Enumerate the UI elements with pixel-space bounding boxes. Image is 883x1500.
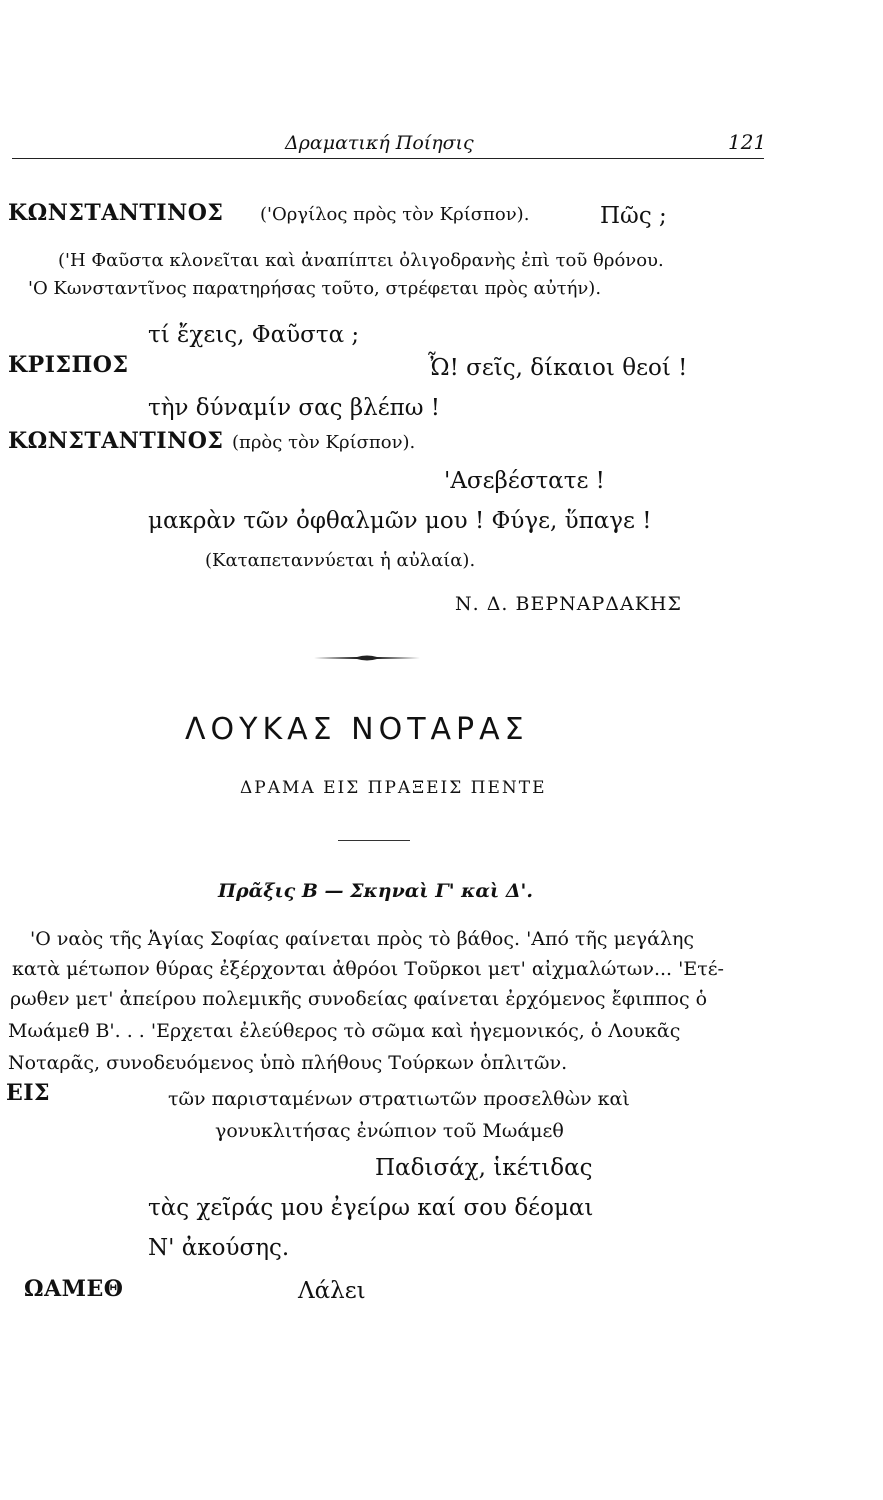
stage-direction: (Καταπεταννύεται ἡ αὐλαία). [205,550,476,571]
verse-line: τὴν δύναμίν σας βλέπω ! [148,395,441,421]
prose-line: Μωάμεθ Β'. . . 'Ερχεται ἐλεύθερος τὸ σῶμα καὶ ἡγεμονικός, ὁ Λουκᾶς [8,1020,681,1042]
play-title: ΛΟΥΚΑΣ ΝΟΤΑΡΑΣ [185,712,529,747]
author-signature: Ν. Δ. ΒΕΡΝΑΡΔΑΚΗΣ [455,593,682,615]
stage-direction: γονυκλιτήσας ἐνώπιον τοῦ Μωάμεθ [215,1120,564,1142]
stage-direction: (πρὸς τὸν Κρίσπον). [232,432,416,453]
stage-direction: 'Ο Κωνσταντῖνος παρατηρήσας τοῦτο, στρέφεται πρὸς αὐτήν). [28,278,602,299]
speaker-konstantinos: ΚΩΝΣΤΑΝΤΙΝΟΣ [8,428,224,454]
verse-line: τὰς χεῖράς μου ἐγείρω καί σου δέομαι [148,1195,594,1221]
prose-line: 'Ο ναὸς τῆς Ἁγίας Σοφίας φαίνεται πρὸς τὸ βάθος. 'Από τῆς μεγάλης [30,928,695,950]
verse-line: 'Ασεβέστατε ! [444,468,605,494]
page-number: 121 [728,130,767,154]
play-subtitle: ΔΡΑΜΑ ΕΙΣ ΠΡΑΞΕΙΣ ΠΕΝΤΕ [240,778,547,798]
running-head-title: Δραματική Ποίησις [285,132,474,154]
verse-line: μακρὰν τῶν ὀφθαλμῶν μου ! Φύγε, ὕπαγε ! [148,508,652,534]
act-heading: Πρᾶξις Β — Σκηναὶ Γ' καὶ Δ'. [218,880,533,902]
prose-line: κατὰ μέτωπον θύρας ἐξέρχονται ἀθρόοι Τοῦρκοι μετ' αἰχμαλώτων... 'Ετέ- [12,958,724,980]
title-rule [338,840,410,841]
verse-line: Πῶς ; [600,203,667,229]
speaker-krispos: ΚΡΙΣΠΟΣ [8,352,129,378]
ornament-divider [312,652,422,664]
stage-direction: ('Οργίλος πρὸς τὸν Κρίσπον). [260,204,530,225]
prose-line: ρωθεν μετ' ἀπείρου πολεμικῆς συνοδείας φαίνεται ἐρχόμενος ἔφιππος ὁ [10,988,708,1010]
verse-line: Λάλει [298,1278,366,1304]
verse-line: Ὦ! σεῖς, δίκαιοι θεοί ! [428,355,688,381]
prose-line: Νοταρᾶς, συνοδευόμενος ὑπὸ πλήθους Τούρκων ὁπλιτῶν. [8,1052,568,1074]
verse-line: Ν' ἀκούσης. [148,1235,290,1261]
stage-direction: τῶν παρισταμένων στρατιωτῶν προσελθὼν καὶ [168,1088,630,1110]
speaker-moameth: ΩΑΜΕΘ [24,1276,124,1302]
verse-line: Παδισάχ, ἱκέτιδας [375,1155,593,1181]
speaker-eis: ΕΙΣ [6,1080,51,1106]
header-rule [12,158,764,159]
speaker-konstantinos: ΚΩΝΣΤΑΝΤΙΝΟΣ [8,200,224,226]
stage-direction: ('Η Φαῦστα κλονεῖται καὶ ἀναπίπτει ὀλιγοδρανὴς ἐπὶ τοῦ θρόνου. [58,250,664,271]
verse-line: τί ἔχεις, Φαῦστα ; [148,322,360,348]
